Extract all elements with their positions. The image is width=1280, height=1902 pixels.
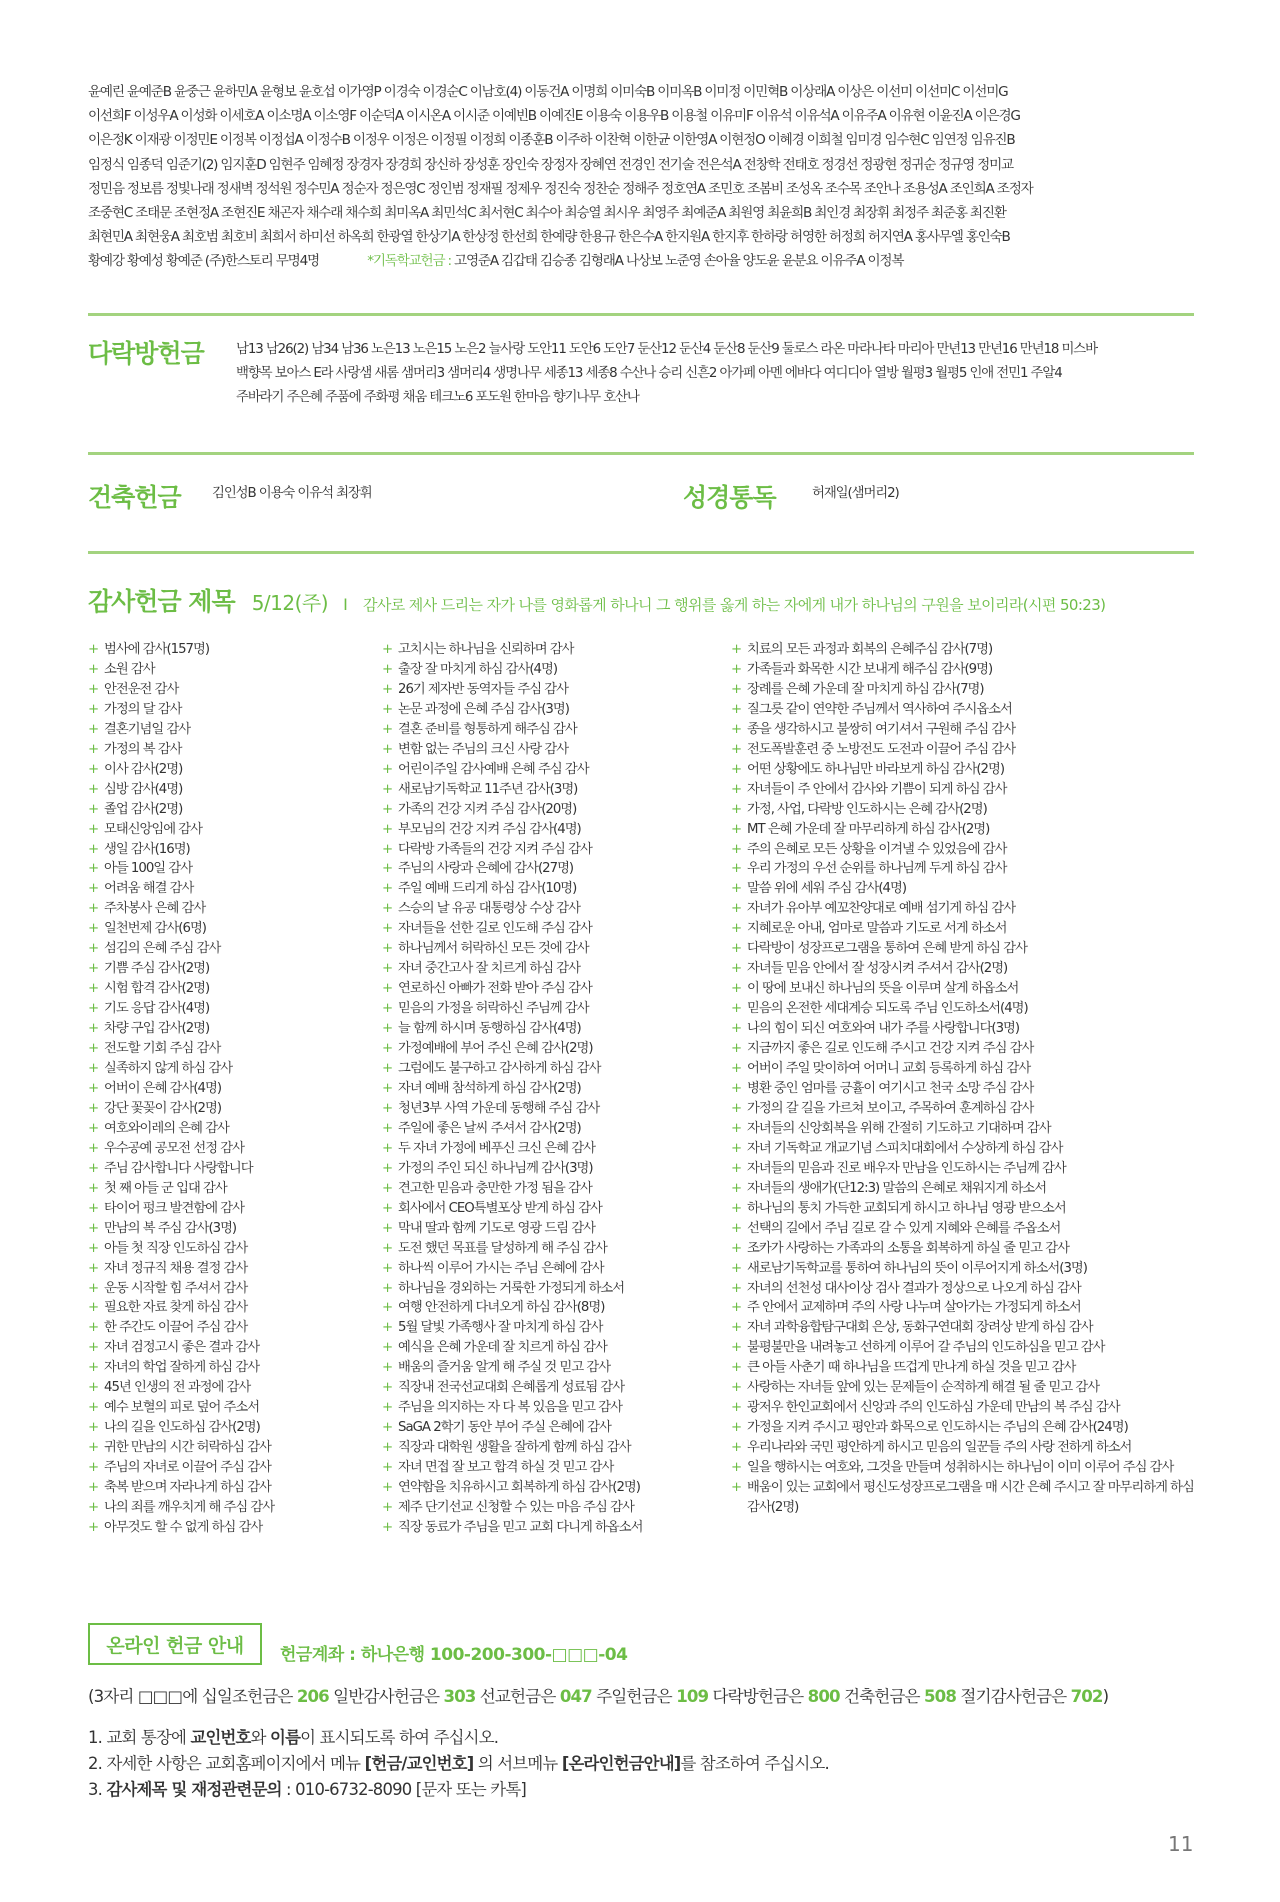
divider <box>88 452 1194 455</box>
thanks-item: + 사랑하는 자녀들 앞에 있는 문제들이 순적하게 해결 될 줄 믿고 감사 <box>731 1378 1197 1398</box>
names-line-last <box>88 249 1198 273</box>
thanks-item: + 장례를 은혜 가운데 잘 마치게 하심 감사(7명) <box>731 680 1197 700</box>
darakbang-list <box>236 338 1097 411</box>
code-tithe: 206 <box>296 1687 329 1706</box>
divider <box>88 551 1194 554</box>
thanks-item: + 자녀의 선천성 대사이상 검사 결과가 정상으로 나오게 하심 감사 <box>731 1279 1197 1299</box>
thanks-item: + 주차봉사 은혜 감사 <box>88 899 378 919</box>
thanks-item: + 종을 생각하시고 불쌍히 여기셔서 구원해 주심 감사 <box>731 720 1197 740</box>
thanks-item: + 45년 인생의 전 과정에 감사 <box>88 1378 378 1398</box>
darakbang-line: 백향목 보아스 E라 사랑샘 새롬 샘머리3 샘머리4 생명나무 세종13 세종8 수산나 승리 신흔2 아가페 아멘 에바다 여디디아 열방 월평3 월평5 인애 전민1 주알4 <box>236 366 1062 382</box>
thanks-item: + 연약함을 치유하시고 회복하게 하심 감사(2명) <box>382 1478 727 1498</box>
thanks-item: + 한 주간도 이끌어 주심 감사 <box>88 1318 378 1338</box>
thanks-item: + 가정의 주인 되신 하나님께 감사(3명) <box>382 1159 727 1179</box>
thanks-item: + 출장 잘 마치게 하심 감사(4명) <box>382 660 727 680</box>
thanks-item: + 심방 감사(4명) <box>88 780 378 800</box>
school-offering-names: 고영준A 김갑태 김승종 김형래A 나상보 노준영 손아율 양도윤 윤분요 이유주A 이정복 <box>454 253 904 270</box>
thanks-item: + 주일 예배 드리게 하심 감사(10명) <box>382 879 727 899</box>
thanks-column-3 <box>731 640 1197 1518</box>
thanks-item: + 질그릇 같이 연약한 주님께서 역사하여 주시옵소서 <box>731 700 1197 720</box>
thanks-item: + 직장내 전국선교대회 은혜롭게 성료됨 감사 <box>382 1378 727 1398</box>
offering-notes <box>88 1725 829 1803</box>
thanks-item: + 26기 제자반 동역자들 주심 감사 <box>382 680 727 700</box>
thanks-item: + 아들 첫 직장 인도하심 감사 <box>88 1239 378 1259</box>
online-offering-label: 온라인 헌금 안내 <box>88 1623 262 1665</box>
thanks-item: + 가족의 건강 지켜 주심 감사(20명) <box>382 800 727 820</box>
thanks-item: + 자녀 면접 잘 보고 합격 하실 것 믿고 감사 <box>382 1458 727 1478</box>
thanks-item: + 어린이주일 감사예배 은혜 주심 감사 <box>382 760 727 780</box>
thanks-item: + 자녀들의 신앙회복을 위해 간절히 기도하고 기대하며 감사 <box>731 1119 1197 1139</box>
thanks-item: + 말씀 위에 세워 주심 감사(4명) <box>731 879 1197 899</box>
thanks-item: + 논문 과정에 은혜 주심 감사(3명) <box>382 700 727 720</box>
thanks-item: + 다락방이 성장프로그램을 통하여 은혜 받게 하심 감사 <box>731 939 1197 959</box>
names-line: 황예강 황예성 황예준 (주)한스토리 무명4명 <box>88 253 319 270</box>
thanks-item: + 직장과 대학원 생활을 잘하게 함께 하심 감사 <box>382 1438 727 1458</box>
names-line: 정민음 정보름 정빛나래 정새벽 정석원 정수민A 정순자 정은영C 정인범 정재필 정제우 정진숙 정찬순 정해주 정호연A 조민호 조봄비 조성옥 조수목 조안나 조용성A 조인희A 조정자 <box>88 180 1033 197</box>
thanks-column-2 <box>382 640 727 1538</box>
codes-text: ) <box>1102 1687 1109 1706</box>
thanks-item: + 실족하지 않게 하심 감사 <box>88 1059 378 1079</box>
building-title: 건축헌금 <box>88 483 181 512</box>
thanks-item: + 일천번제 감사(6명) <box>88 919 378 939</box>
thanks-item: + 부모님의 건강 지켜 주심 감사(4명) <box>382 820 727 840</box>
divider <box>88 313 1194 316</box>
thanks-item: + 다락방 가족들의 건강 지켜 주심 감사 <box>382 840 727 860</box>
thanks-item: + 자녀가 유아부 예꼬찬양대로 예배 섬기게 하심 감사 <box>731 899 1197 919</box>
thanks-item: + 주님의 사랑과 은혜에 감사(27명) <box>382 859 727 879</box>
thanks-item: + 나의 길을 인도하심 감사(2명) <box>88 1418 378 1438</box>
thanks-item: + 자녀의 학업 잘하게 하심 감사 <box>88 1358 378 1378</box>
thanks-item: + 두 자녀 가정에 베푸신 크신 은혜 감사 <box>382 1139 727 1159</box>
codes-text: 일반감사헌금은 <box>328 1687 444 1706</box>
thanks-item: + 도전 했던 목표를 달성하게 해 주심 감사 <box>382 1239 727 1259</box>
thanks-item: + 새로남기독학교 11주년 감사(3명) <box>382 780 727 800</box>
thanks-item: + 큰 아들 사춘기 때 하나님을 뜨겁게 만나게 하실 것을 믿고 감사 <box>731 1358 1197 1378</box>
codes-text: (3자리 □□□에 십일조헌금은 <box>88 1687 297 1706</box>
thanks-item: + 어떤 상황에도 하나님만 바라보게 하심 감사(2명) <box>731 760 1197 780</box>
code-season: 702 <box>1070 1687 1103 1706</box>
thanks-item: + 치료의 모든 과정과 회복의 은혜주심 감사(7명) <box>731 640 1197 660</box>
thanks-item: + 선택의 길에서 주님 길로 갈 수 있게 지혜와 은혜를 주옵소서 <box>731 1219 1197 1239</box>
school-offering-label: *기독학교헌금 : <box>367 253 455 270</box>
thanks-item: + 자녀 정규직 채용 결정 감사 <box>88 1259 378 1279</box>
thanks-item: + 주일에 좋은 날씨 주셔서 감사(2명) <box>382 1119 727 1139</box>
building-names: 김인성B 이용숙 이유석 최장휘 <box>212 486 372 501</box>
thanks-title: 감사헌금 제목 <box>88 587 235 616</box>
thanks-item: + 고치시는 하나님을 신뢰하며 감사 <box>382 640 727 660</box>
thanks-item: + 자녀 검정고시 좋은 결과 감사 <box>88 1338 378 1358</box>
thanks-item: + 지혜로운 아내, 엄마로 말씀과 기도로 서게 하소서 <box>731 919 1197 939</box>
thanks-item: + 만남의 복 주심 감사(3명) <box>88 1219 378 1239</box>
codes-text: 다락방헌금은 <box>708 1687 808 1706</box>
thanks-item: + 아들 100일 감사 <box>88 859 378 879</box>
note-3: 3. 감사제목 및 재정관련문의 : 010-6732-8090 [문자 또는 카톡] <box>88 1780 526 1799</box>
thanks-item: + 병환 중인 엄마를 긍휼이 여기시고 천국 소망 주심 감사 <box>731 1079 1197 1099</box>
thanks-item: + 그럼에도 불구하고 감사하게 하심 감사 <box>382 1059 727 1079</box>
thanks-item: + 새로남기독학교를 통하여 하나님의 뜻이 이루어지게 하소서(3명) <box>731 1259 1197 1279</box>
thanks-item: + 믿음의 온전한 세대계승 되도록 주님 인도하소서(4명) <box>731 999 1197 1019</box>
names-line: 이은정K 이재광 이정민E 이정복 이정섭A 이정수B 이정우 이정은 이정필 이정희 이종훈B 이주하 이찬혁 이한균 이한영A 이현정O 이혜경 이희철 임미경 임수현C 임연정 임유진B <box>88 132 1015 149</box>
thanks-item: + 제주 단기선교 신청할 수 있는 마음 주심 감사 <box>382 1498 727 1518</box>
thanks-item: + 가정의 갈 길을 가르쳐 보이고, 주목하여 훈계하심 감사 <box>731 1099 1197 1119</box>
thanks-item: + 주님의 자녀로 이끌어 주심 감사 <box>88 1458 378 1478</box>
thanks-item: + 이사 감사(2명) <box>88 760 378 780</box>
thanks-item: + 주 안에서 교제하며 주의 사랑 나누며 살아가는 가정되게 하소서 <box>731 1298 1197 1318</box>
thanks-item: + 전도폭발훈련 중 노방전도 도전과 이끌어 주심 감사 <box>731 740 1197 760</box>
thanks-item: + 범사에 감사(157명) <box>88 640 378 660</box>
thanks-item: + 어버이 은혜 감사(4명) <box>88 1079 378 1099</box>
thanks-item: + 시험 합격 감사(2명) <box>88 979 378 999</box>
thanks-item: + 귀한 만남의 시간 허락하심 감사 <box>88 1438 378 1458</box>
thanks-item: + 축복 받으며 자라나게 하심 감사 <box>88 1478 378 1498</box>
codes-text: 주일헌금은 <box>591 1687 677 1706</box>
thanks-item: + 자녀들이 주 안에서 감사와 기쁨이 되게 하심 감사 <box>731 780 1197 800</box>
code-sunday: 109 <box>676 1687 709 1706</box>
thanks-item: + 청년3부 사역 가운데 동행해 주심 감사 <box>382 1099 727 1119</box>
thanks-item: + 어려움 해결 감사 <box>88 879 378 899</box>
thanks-item: + 생일 감사(16명) <box>88 840 378 860</box>
offering-codes <box>88 1683 1108 1707</box>
thanks-item: + 변함 없는 주님의 크신 사랑 감사 <box>382 740 727 760</box>
bible-names: 허재일(샘머리2) <box>812 486 899 501</box>
thanks-item: + 견고한 믿음과 충만한 가정 됨을 감사 <box>382 1179 727 1199</box>
thanks-item: + 여호와이레의 은혜 감사 <box>88 1119 378 1139</box>
thanks-item: + 일을 행하시는 여호와, 그것을 만들며 성취하시는 하나님이 이미 이루어 주심 감사 <box>731 1458 1197 1478</box>
thanks-item: + 하나씩 이루어 가시는 주님 은혜에 감사 <box>382 1259 727 1279</box>
thanks-item: + 우리 가정의 우선 순위를 하나님께 두게 하심 감사 <box>731 859 1197 879</box>
thanks-item: + 우리나라와 국민 평안하게 하시고 믿음의 일꾼들 주의 사랑 전하게 하소서 <box>731 1438 1197 1458</box>
thanks-item: + 자녀들의 믿음과 진로 배우자 만남을 인도하시는 주님께 감사 <box>731 1159 1197 1179</box>
thanks-item: + 직장 동료가 주님을 믿고 교회 다니게 하옵소서 <box>382 1518 727 1538</box>
codes-text: 절기감사헌금은 <box>955 1687 1071 1706</box>
thanks-date: 5/12(주) <box>251 591 329 615</box>
thanks-item: + 늘 함께 하시며 동행하심 감사(4명) <box>382 1019 727 1039</box>
thanks-item: + 예식을 은혜 가운데 잘 치르게 하심 감사 <box>382 1338 727 1358</box>
thanks-item: + 가정예배에 부어 주신 은혜 감사(2명) <box>382 1039 727 1059</box>
thanks-item: + 가족들과 화목한 시간 보내게 해주심 감사(9명) <box>731 660 1197 680</box>
thanks-item: + 5월 달빛 가족행사 잘 마치게 하심 감사 <box>382 1318 727 1338</box>
thanks-item: + SaGA 2학기 동안 부어 주실 은혜에 감사 <box>382 1418 727 1438</box>
thanks-item: + 광저우 한인교회에서 신앙과 주의 인도하심 가운데 만남의 복 주심 감사 <box>731 1398 1197 1418</box>
page-number: 11 <box>1168 1832 1194 1856</box>
thanks-item: + 주의 은혜로 모든 상황을 이겨낼 수 있었음에 감사 <box>731 840 1197 860</box>
codes-text: 선교헌금은 <box>475 1687 560 1706</box>
thanks-item: + 나의 죄를 깨우치게 해 주심 감사 <box>88 1498 378 1518</box>
thanks-item: + 막내 딸과 함께 기도로 영광 드림 감사 <box>382 1219 727 1239</box>
names-line: 조중현C 조태문 조현정A 조현진E 채곤자 채수래 채수희 최미옥A 최민석C 최서현C 최수아 최승열 최시우 최영주 최예준A 최원영 최윤희B 최인경 최장휘 최정주 최준홍 최진환 <box>88 205 1006 222</box>
thanks-item: + 나의 힘이 되신 여호와여 내가 주를 사랑합니다(3명) <box>731 1019 1197 1039</box>
thanks-item: + 강단 꽃꽂이 감사(2명) <box>88 1099 378 1119</box>
thanks-item: + 주님 감사합니다 사랑합니다 <box>88 1159 378 1179</box>
names-line: 윤예린 윤예준B 윤중근 윤하민A 윤형보 윤호섭 이가영P 이경숙 이경순C 이남호(4) 이동건A 이명희 이미숙B 이미옥B 이미정 이민혁B 이상래A 이상은 이선미 이선미C 이선미G <box>88 84 1008 100</box>
thanks-item: + 배움이 있는 교회에서 평신도성장프로그램을 매 시간 은혜 주시고 잘 마무리하게 하심 감사(2명) <box>731 1478 1197 1518</box>
thanks-item: + 주님을 의지하는 자 다 복 있음을 믿고 감사 <box>382 1398 727 1418</box>
thanks-item: + 가정의 달 감사 <box>88 700 378 720</box>
thanks-item: + 섬김의 은혜 주심 감사 <box>88 939 378 959</box>
thanks-item: + 자녀들의 생애가(단12:3) 말씀의 은혜로 채워지게 하소서 <box>731 1179 1197 1199</box>
separator: I <box>343 595 348 614</box>
thanks-item: + 차량 구입 감사(2명) <box>88 1019 378 1039</box>
thanks-item: + 아무것도 할 수 없게 하심 감사 <box>88 1518 378 1538</box>
thanks-header <box>88 582 1105 618</box>
thanks-item: + MT 은혜 가운데 잘 마무리하게 하심 감사(2명) <box>731 820 1197 840</box>
thanks-item: + 전도할 기회 주심 감사 <box>88 1039 378 1059</box>
code-darak: 800 <box>807 1687 840 1706</box>
thanks-item: + 안전운전 감사 <box>88 680 378 700</box>
thanks-item: + 기도 응답 감사(4명) <box>88 999 378 1019</box>
offering-account: 헌금계좌 : 하나은행 100-200-300-□□□-04 <box>280 1645 628 1665</box>
thanks-item: + 가정, 사업, 다락방 인도하시는 은혜 감사(2명) <box>731 800 1197 820</box>
thanks-item: + 결혼기념일 감사 <box>88 720 378 740</box>
thanks-column-1 <box>88 640 378 1538</box>
thanks-item: + 하나님의 통치 가득한 교회되게 하시고 하나님 영광 받으소서 <box>731 1199 1197 1219</box>
thanks-verse: 감사로 제사 드리는 자가 나를 영화롭게 하나니 그 행위를 옳게 하는 자에게 내가 하나님의 구원을 보이리라(시편 50:23) <box>362 596 1106 614</box>
thanks-item: + 자녀 과학융합탐구대회 은상, 동화구연대회 장려상 받게 하심 감사 <box>731 1318 1197 1338</box>
thanks-item: + 타이어 펑크 발견함에 감사 <box>88 1199 378 1219</box>
codes-text: 건축헌금은 <box>839 1687 925 1706</box>
thanks-item: + 필요한 자료 찾게 하심 감사 <box>88 1298 378 1318</box>
bible-title: 성경통독 <box>683 483 776 512</box>
thanks-item: + 하나님께서 허락하신 모든 것에 감사 <box>382 939 727 959</box>
thanks-item: + 자녀 기독학교 개교기념 스피치대회에서 수상하게 하심 감사 <box>731 1139 1197 1159</box>
offering-names-list <box>88 80 1198 274</box>
names-line: 최현민A 최현웅A 최호범 최호비 최희서 하미선 하옥희 한광열 한상기A 한상정 한선희 한예량 한용규 한은수A 한지원A 한지후 한하랑 허영한 허정희 허지연A 홍사무엘 홍인숙B <box>88 229 1010 246</box>
thanks-item: + 우수공예 공모전 선정 감사 <box>88 1139 378 1159</box>
names-line: 임정식 임종덕 임준기(2) 임지훈D 임현주 임혜정 장경자 장경희 장신하 장성훈 장인숙 장정자 장혜연 전경인 전기술 전은석A 전창학 전태호 정경선 정광현 정귀순 정규영 정미교 <box>88 156 1013 173</box>
darakbang-line: 남13 남26(2) 남34 남36 노은13 노은15 노은2 늘사랑 도안11 도안6 도안7 둔산12 둔산4 둔산8 둔산9 둘로스 라온 마라나타 마리아 만년13 만년16 만년18 미스바 <box>236 342 1097 357</box>
thanks-item: + 스승의 날 유공 대통령상 수상 감사 <box>382 899 727 919</box>
code-building: 508 <box>924 1687 956 1706</box>
note-1: 1. 교회 통장에 교인번호와 이름이 표시되도록 하여 주십시오. <box>88 1728 499 1747</box>
names-line: 이선희F 이성우A 이성화 이세호A 이소명A 이소영F 이순덕A 이시온A 이시준 이예빈B 이예진E 이용숙 이용우B 이용철 이유미F 이유석 이유석A 이유주A 이유현 이윤진A 이은경G <box>88 108 1020 125</box>
thanks-item: + 가정의 복 감사 <box>88 740 378 760</box>
thanks-item: + 지금까지 좋은 길로 인도해 주시고 건강 지켜 주심 감사 <box>731 1039 1197 1059</box>
thanks-item: + 졸업 감사(2명) <box>88 800 378 820</box>
thanks-item: + 자녀들을 선한 길로 인도해 주심 감사 <box>382 919 727 939</box>
thanks-item: + 자녀들 믿음 안에서 잘 성장시켜 주셔서 감사(2명) <box>731 959 1197 979</box>
thanks-item: + 결혼 준비를 형통하게 해주심 감사 <box>382 720 727 740</box>
thanks-item: + 소원 감사 <box>88 660 378 680</box>
code-general: 303 <box>443 1687 476 1706</box>
thanks-item: + 믿음의 가정을 허락하신 주님께 감사 <box>382 999 727 1019</box>
thanks-item: + 예수 보혈의 피로 덮어 주소서 <box>88 1398 378 1418</box>
thanks-item: + 하나님을 경외하는 거룩한 가정되게 하소서 <box>382 1279 727 1299</box>
thanks-item: + 배움의 즐거움 알게 해 주실 것 믿고 감사 <box>382 1358 727 1378</box>
thanks-item: + 연로하신 아빠가 전화 받아 주심 감사 <box>382 979 727 999</box>
code-mission: 047 <box>559 1687 592 1706</box>
thanks-item: + 첫 째 아들 군 입대 감사 <box>88 1179 378 1199</box>
thanks-item: + 어버이 주일 맞이하여 어머니 교회 등록하게 하심 감사 <box>731 1059 1197 1079</box>
thanks-item: + 조카가 사랑하는 가족과의 소통을 회복하게 하실 줄 믿고 감사 <box>731 1239 1197 1259</box>
thanks-item: + 불평불만을 내려놓고 선하게 이루어 갈 주님의 인도하심을 믿고 감사 <box>731 1338 1197 1358</box>
thanks-item: + 모태신앙임에 감사 <box>88 820 378 840</box>
note-2: 2. 자세한 사항은 교회홈페이지에서 메뉴 [헌금/교인번호] 의 서브메뉴 [온라인헌금안내]를 참조하여 주십시오. <box>88 1754 829 1773</box>
thanks-item: + 이 땅에 보내신 하나님의 뜻을 이루며 살게 하옵소서 <box>731 979 1197 999</box>
thanks-item: + 여행 안전하게 다녀오게 하심 감사(8명) <box>382 1298 727 1318</box>
thanks-item: + 회사에서 CEO특별포상 받게 하심 감사 <box>382 1199 727 1219</box>
thanks-item: + 자녀 예배 참석하게 하심 감사(2명) <box>382 1079 727 1099</box>
thanks-item: + 기쁨 주심 감사(2명) <box>88 959 378 979</box>
thanks-item: + 운동 시작할 힘 주셔서 감사 <box>88 1279 378 1299</box>
darakbang-line: 주바라기 주은혜 주품에 주화평 채움 테크노6 포도원 한마음 향기나무 호산나 <box>236 390 639 406</box>
thanks-item: + 자녀 중간고사 잘 치르게 하심 감사 <box>382 959 727 979</box>
darakbang-title: 다락방헌금 <box>88 339 204 368</box>
thanks-item: + 가정을 지켜 주시고 평안과 화목으로 인도하시는 주님의 은혜 감사(24명) <box>731 1418 1197 1438</box>
